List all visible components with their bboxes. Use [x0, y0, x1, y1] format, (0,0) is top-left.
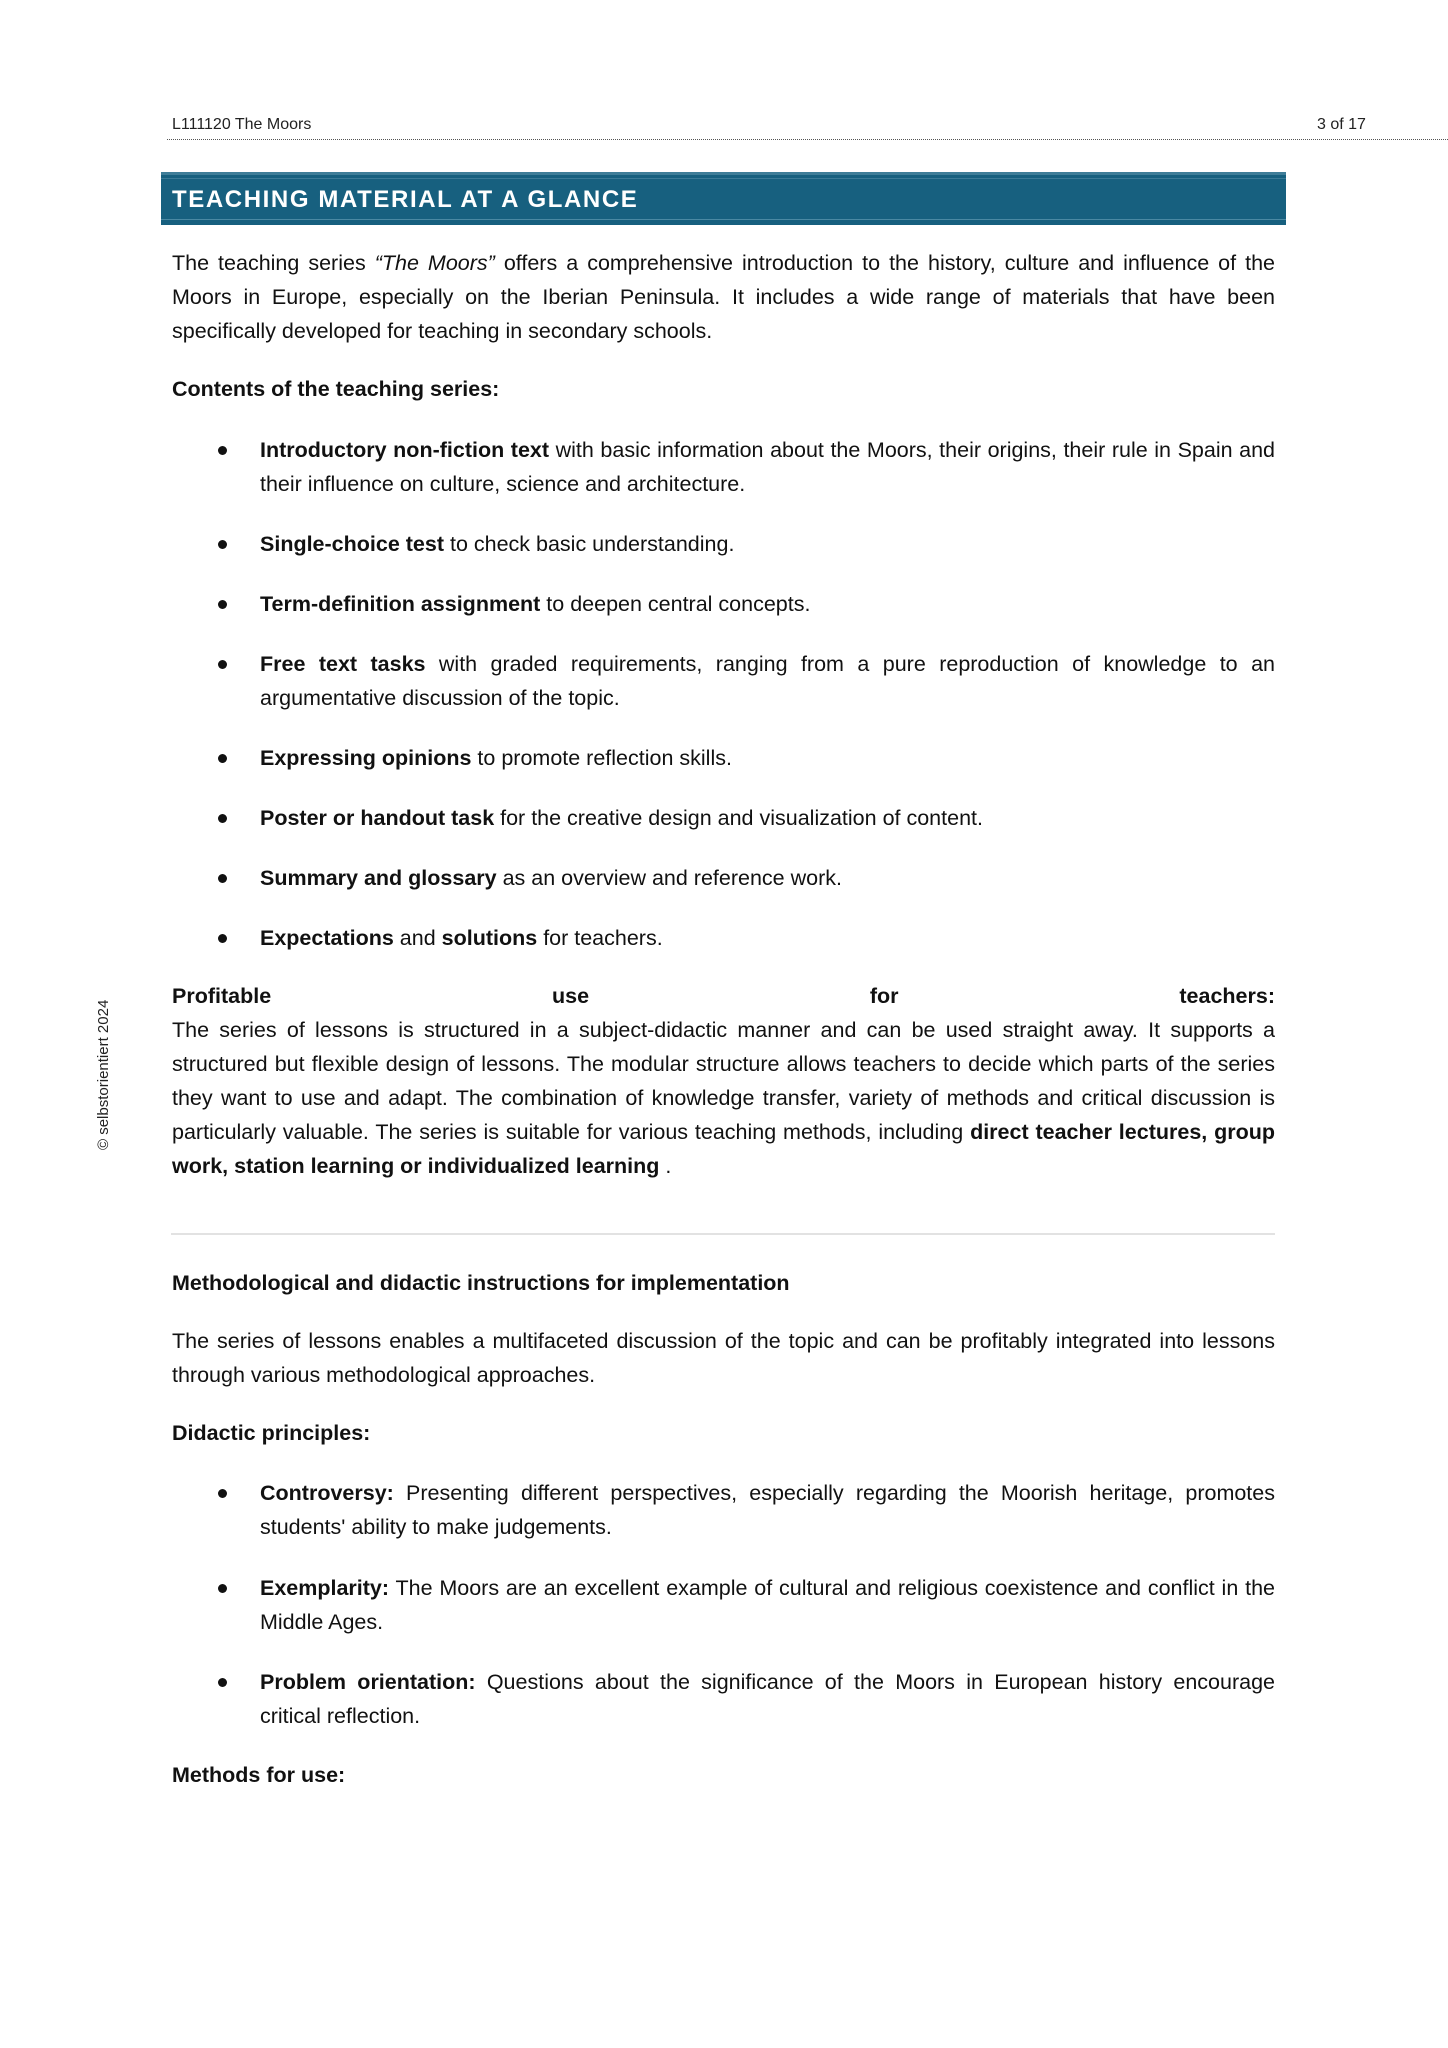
body-text-end: .: [659, 1154, 672, 1178]
profitable-use-heading: [172, 979, 1275, 1013]
list-item: [172, 1476, 1275, 1544]
item-title: Controversy:: [260, 1481, 394, 1505]
item-text: The Moors are an excellent example of cultural and religious coexistence and conflict in the Middle Ages.: [260, 1576, 1275, 1634]
list-item: [172, 587, 1275, 621]
bullet-icon: [218, 540, 227, 549]
series-title: “The Moors”: [374, 251, 495, 275]
bullet-icon: [218, 814, 227, 823]
item-text: to deepen central concepts.: [540, 592, 811, 616]
item-text: and: [393, 926, 442, 950]
bullet-icon: [218, 1489, 227, 1498]
item-text: to check basic understanding.: [444, 532, 735, 556]
bullet-icon: [218, 446, 227, 455]
list-item: [172, 1571, 1275, 1639]
item-text: to promote reflection skills.: [471, 746, 732, 770]
item-text: as an overview and reference work.: [496, 866, 842, 890]
methodology-intro: The series of lessons enables a multifaceted discussion of the topic and can be profitably integrated into lessons through various methodological approaches.: [172, 1329, 1275, 1387]
item-title: Poster or handout task: [260, 806, 495, 830]
item-title: Summary and glossary: [260, 866, 497, 890]
bullet-icon: [218, 874, 227, 883]
page-header: [167, 112, 1448, 140]
intro-text-start: The teaching series: [172, 251, 375, 275]
item-title: Free text tasks: [260, 652, 426, 676]
heading-word: teachers:: [1179, 984, 1275, 1008]
item-text: for teachers.: [537, 926, 663, 950]
bullet-icon: [218, 754, 227, 763]
heading-word: use: [551, 984, 590, 1008]
item-text: with basic information about the Moors, their origins, their rule in Spain and their influence on culture, science and architecture.: [260, 438, 1275, 496]
intro-text-end: offers a comprehensive introduction to the history, culture and influence of the Moors in Europe, especially on the Iberian Peninsula. It includes a wide range of materials that have been specifically developed for teaching in secondary schools.: [172, 251, 1276, 343]
intro-paragraph: [172, 246, 1275, 348]
list-item: [172, 861, 1275, 895]
item-title: Expectations: [260, 926, 394, 950]
list-item: [172, 527, 1275, 561]
item-text: Presenting different perspectives, especially regarding the Moorish heritage, promotes students' ability to make judgements.: [260, 1481, 1275, 1539]
bullet-icon: [218, 660, 227, 669]
bullet-icon: [218, 934, 227, 943]
bullet-icon: [218, 600, 227, 609]
body-text: The series of lessons is structured in a subject-didactic manner and can be used straight away. It supports a structured but flexible design of lessons. The modular structure allows teachers to decide which parts of the series they want to use and adapt. The combination of knowledge transfer, variety of methods and critical discussion is particularly valuable. The series is suitable for various teaching methods, including: [172, 1018, 1275, 1144]
item-title-secondary: solutions: [441, 926, 538, 950]
bullet-icon: [218, 1678, 227, 1687]
section-banner: [161, 172, 1286, 225]
heading-word: Profitable: [172, 984, 272, 1008]
copyright-notice: © selbstorientiert 2024: [95, 999, 112, 1150]
heading-word: for: [869, 984, 899, 1008]
list-item: [172, 433, 1275, 501]
profitable-use-body: [172, 1013, 1275, 1183]
list-item: [172, 921, 1275, 955]
profitable-use-section: [172, 979, 1275, 1183]
list-item: [172, 741, 1275, 775]
didactic-principles-heading: Didactic principles:: [172, 1421, 371, 1445]
teaching-methods-list: direct teacher lectures, group work, station learning or individualized learning: [172, 1120, 1275, 1178]
item-title: Term-definition assignment: [260, 592, 541, 616]
item-text: with graded requirements, ranging from a pure reproduction of knowledge to an argumentative discussion of the topic.: [260, 652, 1275, 710]
item-title: Expressing opinions: [260, 746, 472, 770]
page-number: 3 of 17: [1317, 116, 1366, 133]
item-text: Questions about the significance of the Moors in European history encourage critical reflection.: [260, 1670, 1275, 1728]
list-item: [172, 647, 1275, 715]
item-title: Problem orientation:: [260, 1670, 476, 1694]
list-item: [172, 1665, 1275, 1733]
document-title: L111120 The Moors: [172, 116, 312, 133]
contents-heading: Contents of the teaching series:: [172, 377, 500, 401]
methodology-heading: Methodological and didactic instructions for implementation: [172, 1271, 790, 1295]
section-divider: [171, 1233, 1275, 1235]
methods-heading: Methods for use:: [172, 1763, 346, 1787]
list-item: [172, 801, 1275, 835]
item-title: Exemplarity:: [260, 1576, 390, 1600]
item-text: for the creative design and visualization of content.: [494, 806, 983, 830]
item-title: Single-choice test: [260, 532, 444, 556]
section-title: TEACHING MATERIAL AT A GLANCE: [172, 186, 639, 213]
bullet-icon: [218, 1584, 227, 1593]
item-title: Introductory non-fiction text: [260, 438, 550, 462]
